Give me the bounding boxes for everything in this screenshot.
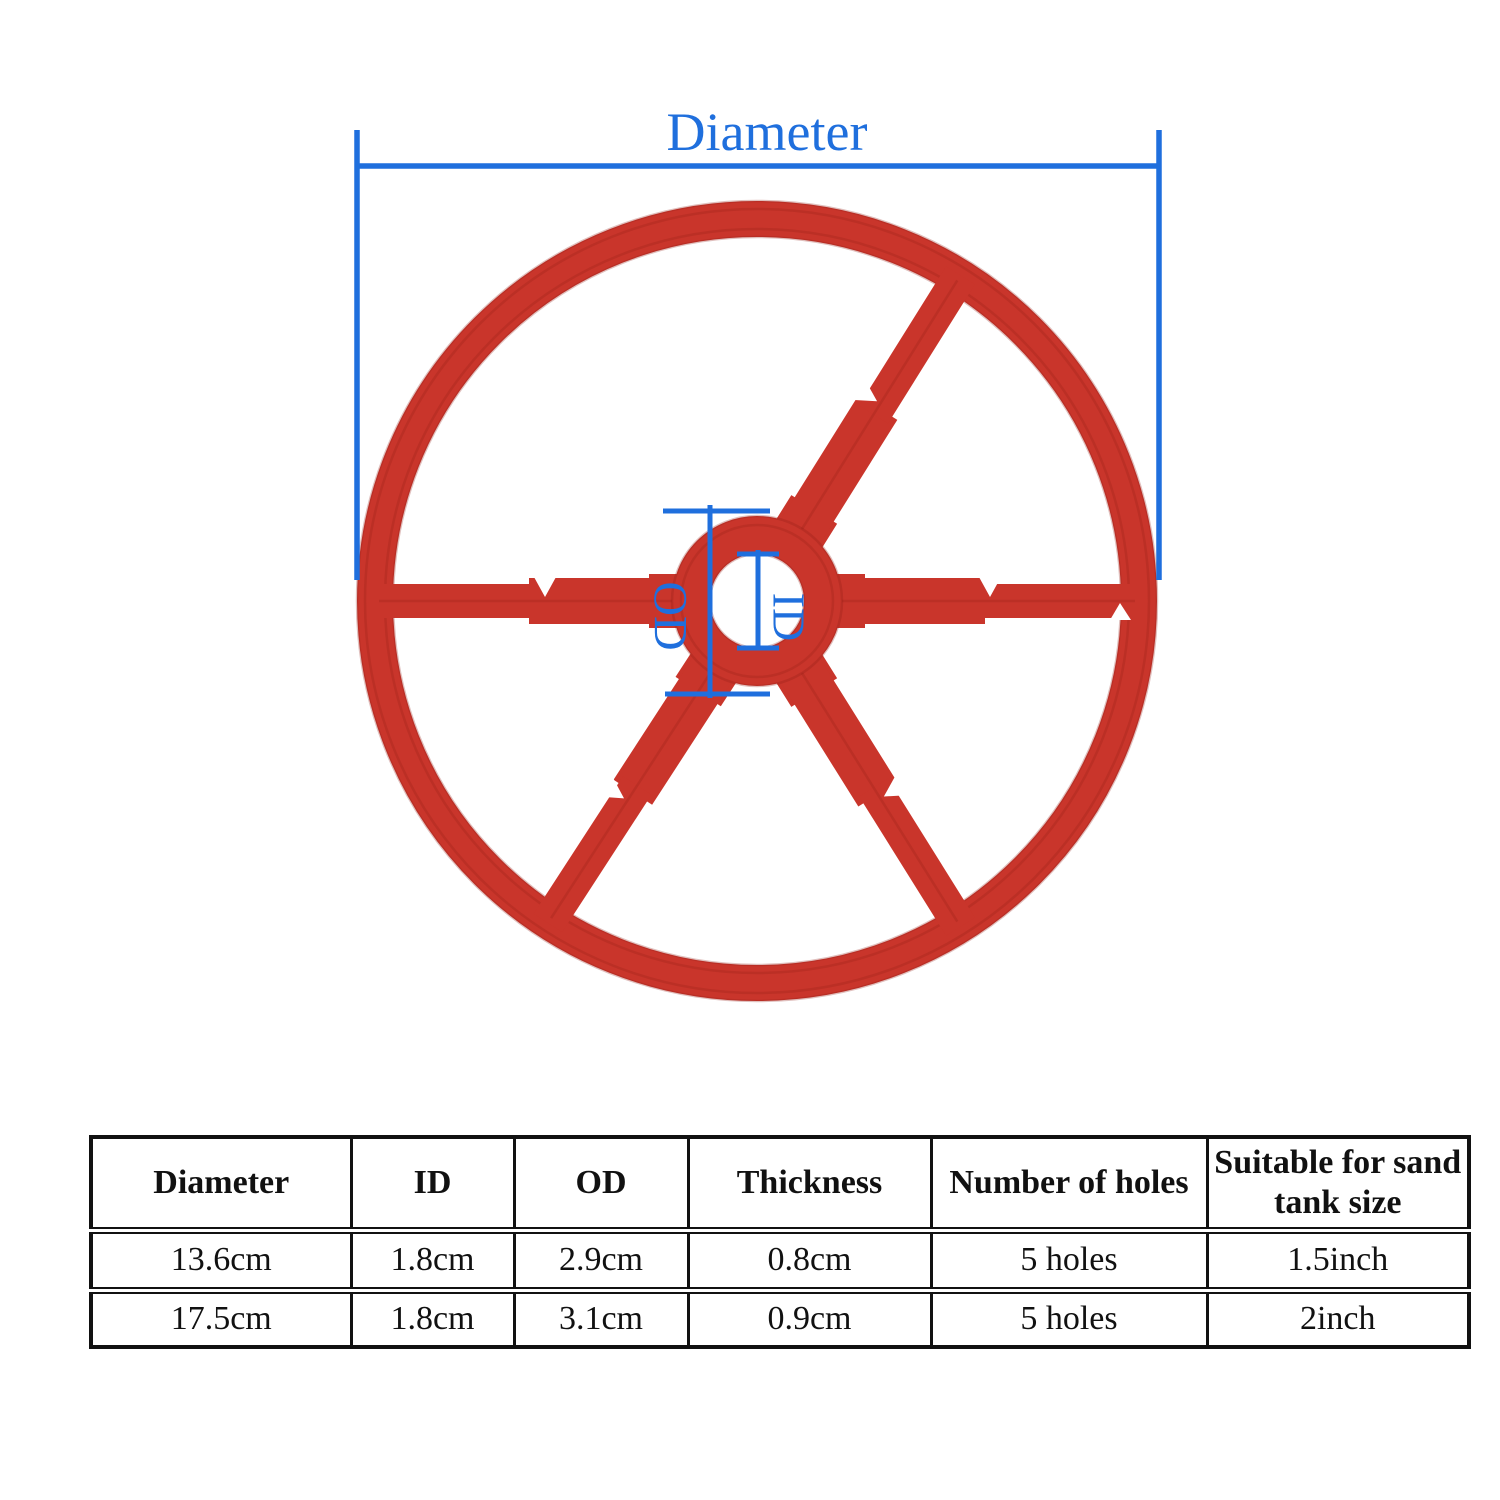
spec-table-container xyxy=(89,1135,1467,1349)
id-label: ID xyxy=(763,592,815,642)
cell-diameter: 13.6cm xyxy=(91,1230,351,1290)
spec-table-header-row xyxy=(91,1137,1469,1230)
cell-tank-size: 2inch xyxy=(1207,1290,1469,1347)
cell-id: 1.8cm xyxy=(351,1230,514,1290)
cell-tank-size: 1.5inch xyxy=(1207,1230,1469,1290)
cell-diameter: 17.5cm xyxy=(91,1290,351,1347)
col-header-holes: Number of holes xyxy=(931,1137,1207,1230)
cell-od: 2.9cm xyxy=(514,1230,688,1290)
col-header-thickness: Thickness xyxy=(688,1137,931,1230)
col-header-od: OD xyxy=(514,1137,688,1230)
cell-thickness: 0.9cm xyxy=(688,1290,931,1347)
spec-table xyxy=(89,1135,1471,1349)
col-header-diameter: Diameter xyxy=(91,1137,351,1230)
table-row xyxy=(91,1230,1469,1290)
cell-holes: 5 holes xyxy=(931,1230,1207,1290)
table-row xyxy=(91,1290,1469,1347)
cell-od: 3.1cm xyxy=(514,1290,688,1347)
gasket-spoke-up-right xyxy=(762,263,960,561)
od-label: OD xyxy=(643,581,697,651)
col-header-tank-size: Suitable for sand tank size xyxy=(1207,1137,1469,1230)
gasket-spoke-down-right xyxy=(782,629,980,927)
cell-thickness: 0.8cm xyxy=(688,1230,931,1290)
gasket-spoke-down-left xyxy=(528,628,731,923)
cell-holes: 5 holes xyxy=(931,1290,1207,1347)
col-header-id: ID xyxy=(351,1137,514,1230)
gasket-spoke-right xyxy=(805,577,1141,620)
diameter-label: Diameter xyxy=(666,102,868,162)
cell-id: 1.8cm xyxy=(351,1290,514,1347)
